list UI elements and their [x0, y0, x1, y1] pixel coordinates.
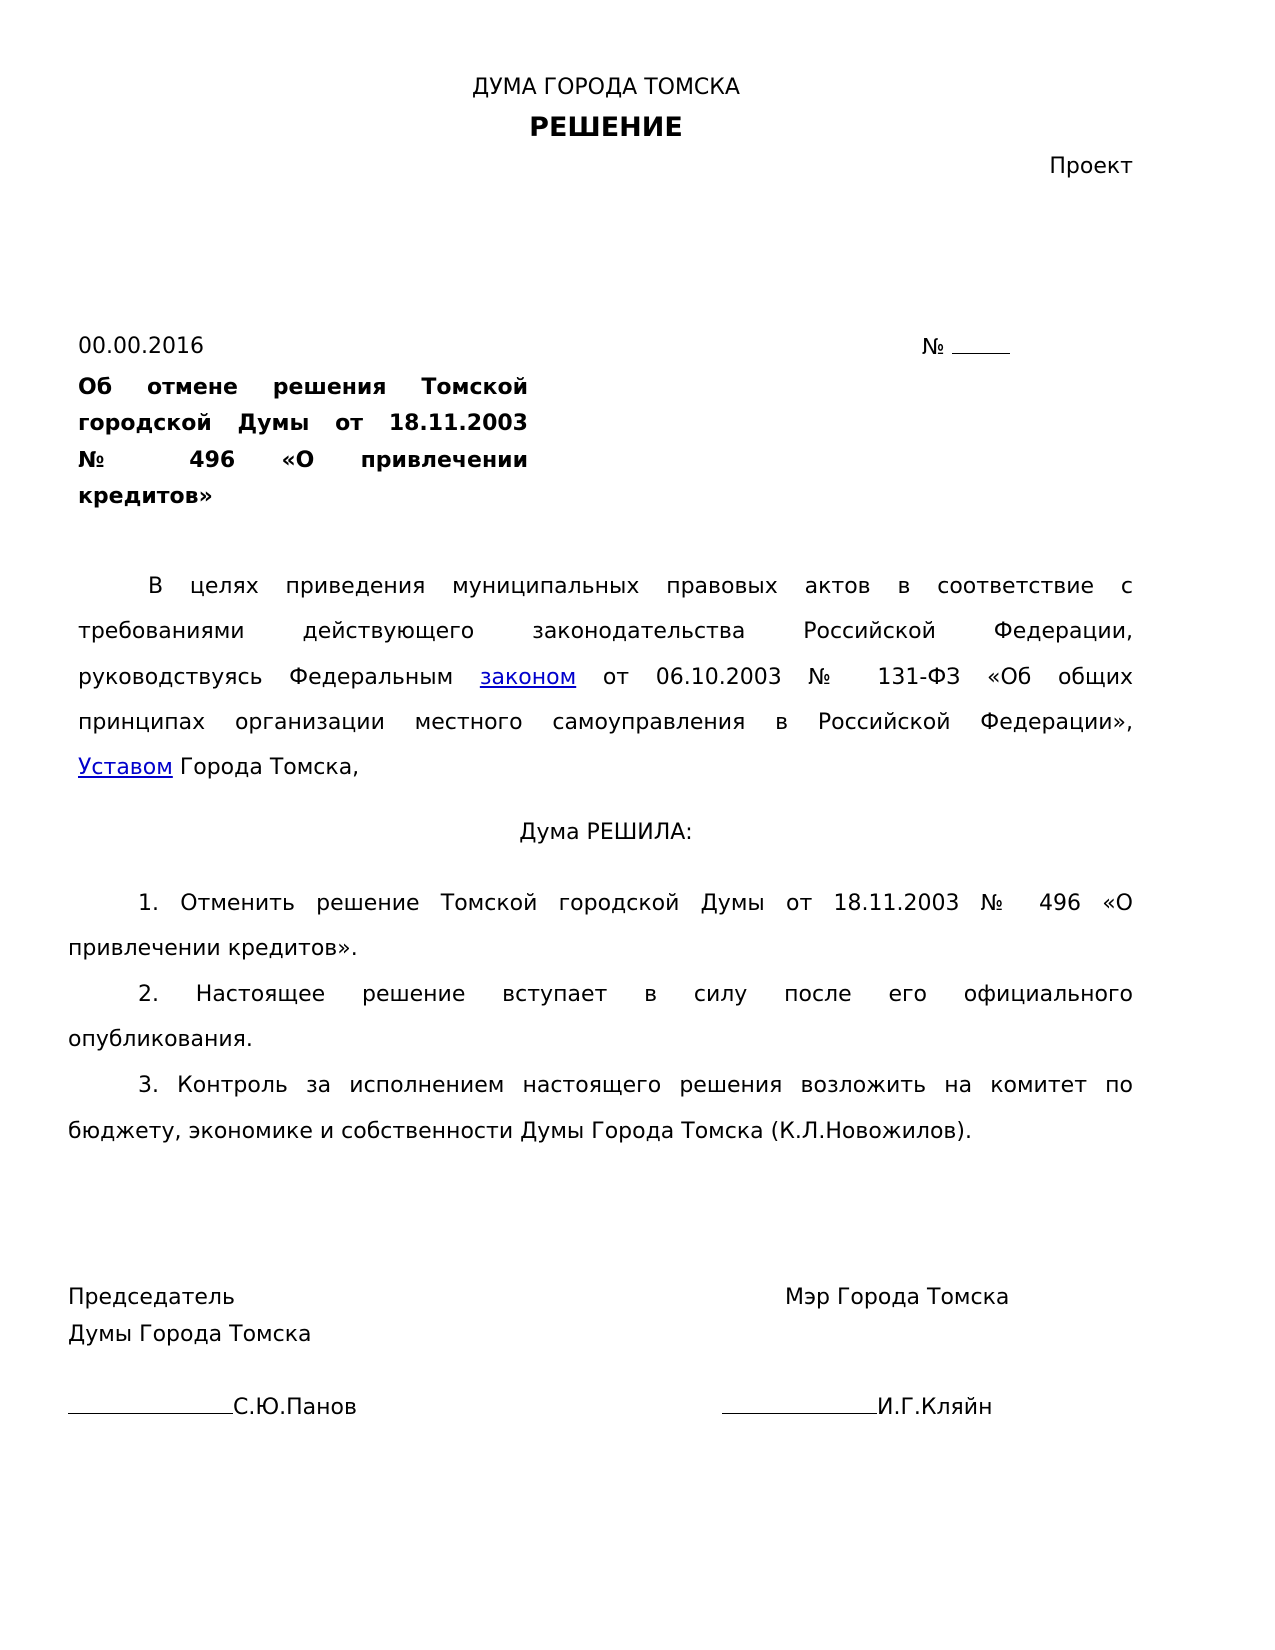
signature-line: [68, 1393, 233, 1414]
preamble-line: [78, 754, 359, 782]
text: от 06.10.2003 № 131-ФЗ «Об общих: [602, 665, 1133, 690]
document-type: РЕШЕНИЕ: [529, 112, 683, 143]
document-date: 00.00.2016: [78, 334, 204, 359]
charter-link[interactable]: Уставом: [78, 755, 173, 780]
draft-status: Проект: [1049, 154, 1133, 179]
mayor-title: Мэр Города Томска: [785, 1285, 1010, 1310]
item-line: привлечении кредитов».: [68, 936, 358, 961]
org-name: ДУМА ГОРОДА ТОМСКА: [472, 75, 740, 100]
chairman-title: Думы Города Томска: [68, 1322, 312, 1347]
subject-line: № 496 «О привлечении: [78, 448, 528, 473]
signature-line: [722, 1393, 877, 1414]
mayor-signature: [722, 1393, 992, 1421]
item-line: опубликования.: [68, 1027, 253, 1052]
item-line: 2. Настоящее решение вступает в силу после его официального: [138, 982, 1133, 1007]
chairman-title: Председатель: [68, 1285, 235, 1310]
item-line: 3. Контроль за исполнением настоящего решения возложить на комитет по: [138, 1073, 1133, 1098]
number-blank: [952, 333, 1010, 354]
mayor-name: И.Г.Кляйн: [877, 1395, 993, 1420]
text: Города Томска,: [179, 755, 360, 780]
decided-heading: Дума РЕШИЛА:: [519, 820, 693, 845]
subject-line: Об отмене решения Томской: [78, 375, 528, 400]
text: руководствуясь Федеральным: [78, 665, 454, 690]
preamble-line: требованиями действующего законодательства Российской Федерации,: [78, 619, 1133, 644]
subject-line: кредитов»: [78, 484, 213, 509]
subject-line: городской Думы от 18.11.2003: [78, 411, 528, 436]
document-number: [922, 333, 1010, 361]
preamble-line: принципах организации местного самоуправления в Российской Федерации»,: [78, 710, 1133, 735]
chairman-name: С.Ю.Панов: [233, 1395, 357, 1420]
preamble-line: В целях приведения муниципальных правовых актов в соответствие с: [148, 574, 1133, 599]
item-line: 1. Отменить решение Томской городской Думы от 18.11.2003 № 496 «О: [138, 891, 1133, 916]
preamble-line: [78, 664, 1133, 692]
item-line: бюджету, экономике и собственности Думы Города Томска (К.Л.Новожилов).: [68, 1119, 972, 1144]
federal-law-link[interactable]: законом: [479, 665, 577, 690]
chairman-signature: [68, 1393, 357, 1421]
number-label: №: [922, 335, 945, 360]
